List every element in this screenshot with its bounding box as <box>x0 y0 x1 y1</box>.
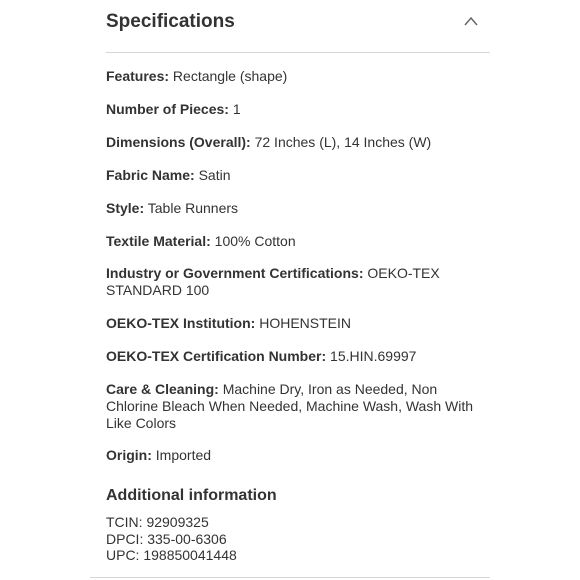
dpci-value: DPCI: 335-00-6306 <box>106 531 227 547</box>
spec-label: Dimensions (Overall): <box>106 134 251 150</box>
spec-value: 1 <box>232 101 241 117</box>
spec-value: Rectangle (shape) <box>172 68 288 84</box>
spec-style <box>106 200 476 217</box>
chevron-up-icon[interactable] <box>463 14 479 26</box>
spec-label: Style: <box>106 200 145 216</box>
spec-value: 72 Inches (L), 14 Inches (W) <box>254 134 432 150</box>
spec-label: Care & Cleaning: <box>106 381 219 397</box>
spec-number-of-pieces <box>106 101 476 118</box>
spec-value: Table Runners <box>147 200 239 216</box>
spec-value: Satin <box>198 167 231 183</box>
spec-label: Origin: <box>106 447 152 463</box>
spec-oeko-tex-cert-number <box>106 348 476 365</box>
spec-textile-material <box>106 233 476 250</box>
spec-value: 100% Cotton <box>214 233 296 249</box>
spec-label: Fabric Name: <box>106 167 195 183</box>
tcin-value: TCIN: 92909325 <box>106 514 209 530</box>
spec-label: Textile Material: <box>106 233 211 249</box>
upc-value: UPC: 198850041448 <box>106 547 237 563</box>
spec-value: Imported <box>155 447 212 463</box>
spec-certifications <box>106 265 476 299</box>
spec-fabric-name <box>106 167 476 184</box>
divider <box>90 577 490 578</box>
spec-label: Features: <box>106 68 170 84</box>
spec-label: Industry or Government Certifications: <box>106 265 364 281</box>
spec-value: OEKO-TEX STANDARD 100 <box>106 265 440 298</box>
spec-features <box>106 68 476 85</box>
specifications-header[interactable] <box>106 10 490 40</box>
spec-label: OEKO-TEX Institution: <box>106 315 256 331</box>
spec-value: Machine Dry, Iron as Needed, Non Chlorine Bleach When Needed, Machine Wash, Wash With Like Colors <box>106 381 474 431</box>
spec-value: HOHENSTEIN <box>259 315 352 331</box>
specifications-title: Specifications <box>106 11 235 32</box>
spec-oeko-tex-institution <box>106 315 476 332</box>
spec-value: 15.HIN.69997 <box>330 348 417 364</box>
spec-dimensions <box>106 134 476 151</box>
spec-origin <box>106 447 476 464</box>
spec-label: Number of Pieces: <box>106 101 229 117</box>
divider <box>106 52 490 53</box>
spec-care-cleaning <box>106 381 476 432</box>
additional-info-title: Additional information <box>106 487 277 504</box>
spec-label: OEKO-TEX Certification Number: <box>106 348 327 364</box>
